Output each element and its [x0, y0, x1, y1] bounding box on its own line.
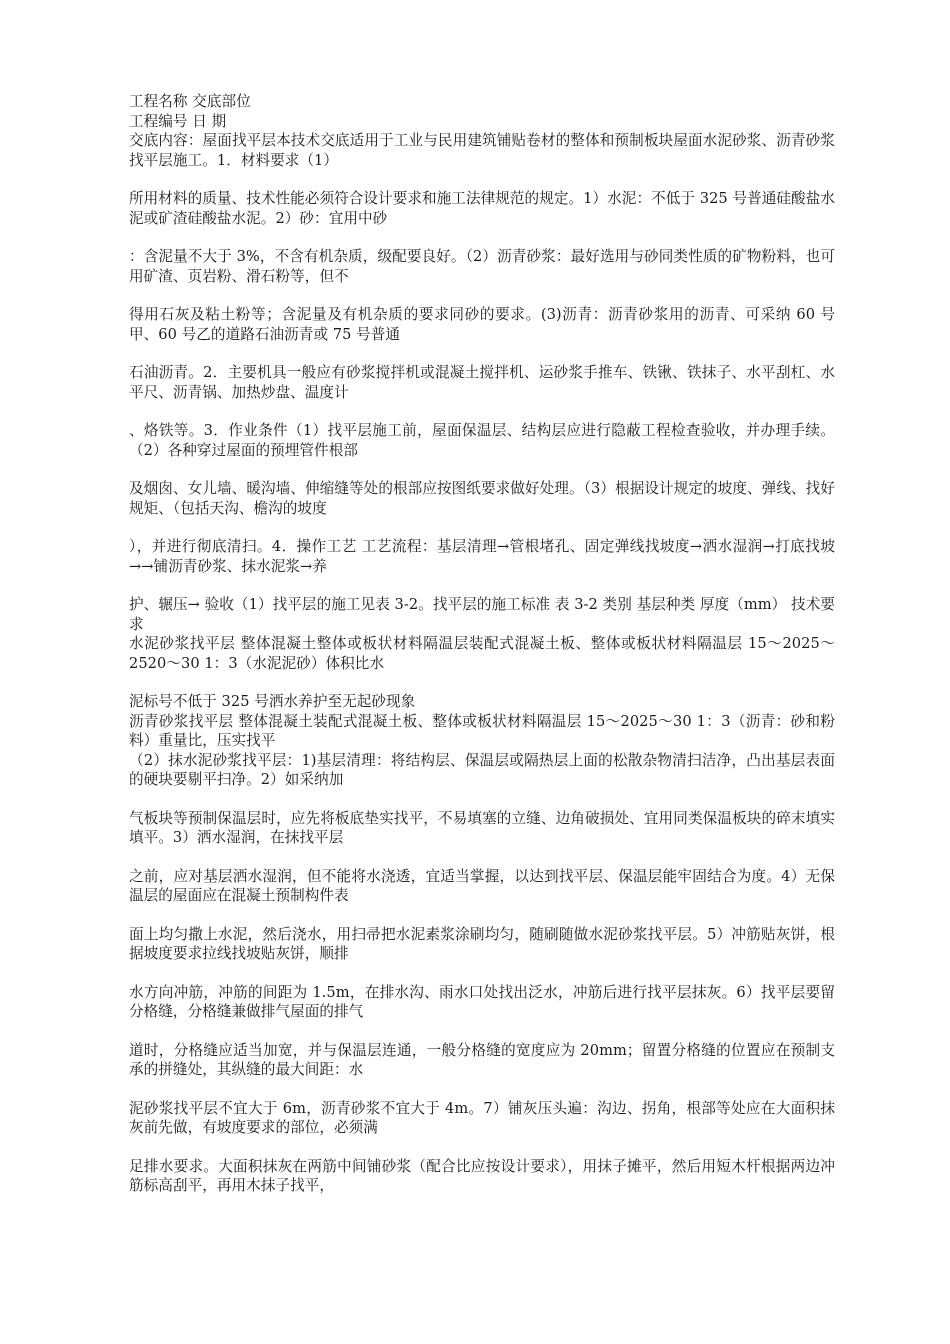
paragraph: 护、辗压→ 验收（1）找平层的施工见表 3-2。找平层的施工标准 表 3-2 类别 基层种类 厚度（mm） 技术要求: [129, 596, 835, 633]
table-row-text: 水泥砂浆找平层 整体混凝土整体或板状材料隔温层装配式混凝土板、整体或板状材料隔温层 15～2025～2520～30 1：3（水泥泥砂）体积比水: [129, 635, 835, 672]
table-row-text: 泥标号不低于 325 号洒水养护至无起砂现象: [129, 693, 416, 710]
paragraph: 足排水要求。大面积抹灰在两筋中间铺砂浆（配合比应按设计要求），用抹子摊平，然后用短木杆根据两边冲筋标高刮平，再用木抹子找平，: [129, 1157, 835, 1194]
paragraph: 泥砂浆找平层不宜大于 6m，沥青砂浆不宜大于 4m。7）铺灰压头遍：沟边、拐角，根部等处应在大面积抹灰前先做，有坡度要求的部位，必须满: [129, 1099, 835, 1136]
paragraph: 所用材料的质量、技术性能必须符合设计要求和施工法律规范的规定。1）水泥：不低于 325 号普通硅酸盐水泥或矿渣硅酸盐水泥。2）砂：宜用中砂: [129, 190, 835, 227]
paragraph: 之前，应对基层洒水湿润，但不能将水浇透，宜适当掌握，以达到找平层、保温层能牢固结合为度。4）无保温层的屋面应在混凝土预制构件表: [129, 867, 835, 904]
paragraph: ），并进行彻底清扫。4．操作工艺 工艺流程：基层清理→管根堵孔、固定弹线找坡度→洒水湿润→打底找坡→→铺沥青砂浆、抹水泥浆→养: [129, 538, 835, 575]
table-row-text: 沥青砂浆找平层 整体混凝土装配式混凝土板、整体或板状材料隔温层 15～2025～30 1：3（沥青：砂和粉料）重量比，压实找平: [129, 712, 835, 749]
paragraph: ：含泥量不大于 3%，不含有机杂质，级配要良好。（2）沥青砂浆：最好选用与砂同类性质的矿物粉料，也可用矿渣、页岩粉、滑石粉等，但不: [129, 248, 835, 285]
project-name-line: 工程名称 交底部位: [129, 93, 251, 110]
paragraph: （2）抹水泥砂浆找平层：1)基层清理：将结构层、保温层或隔热层上面的松散杂物清扫洁净，凸出基层表面的硬块要剔平扫净。2）如采纳加: [129, 751, 835, 788]
project-number-line: 工程编号 日 期: [129, 112, 227, 130]
paragraph: 及烟囱、女儿墙、暖沟墙、伸缩缝等处的根部应按图纸要求做好处理。（3）根据设计规定的坡度、弹线、找好规矩、（包括天沟、檐沟的坡度: [129, 480, 835, 517]
paragraph: 、烙铁等。3．作业条件（1）找平层施工前，屋面保温层、结构层应进行隐蔽工程检查验收，并办理手续。（2）各种穿过屋面的预埋管件根部: [129, 422, 835, 459]
paragraph: 石油沥青。2．主要机具一般应有砂浆搅拌机或混凝土搅拌机、运砂浆手推车、铁锹、铁抹子、水平刮杠、水平尺、沥青锅、加热炒盘、温度计: [129, 364, 835, 401]
paragraph: 水方向冲筋，冲筋的间距为 1.5m，在排水沟、雨水口处找出泛水，冲筋后进行找平层抹灰。6）找平层要留分格缝，分格缝兼做排气屋面的排气: [129, 983, 835, 1020]
paragraph: 得用石灰及粘土粉等；含泥量及有机杂质的要求同砂的要求。(3)沥青：沥青砂浆用的沥青、可采纳 60 号甲、60 号乙的道路石油沥青或 75 号普通: [129, 306, 835, 343]
paragraph: 气板块等预制保温层时，应先将板底垫实找平，不易填塞的立缝、边角破损处、宜用同类保温板块的碎末填实填平。3）洒水湿润，在抹找平层: [129, 809, 835, 846]
document-page: [129, 92, 835, 1196]
paragraph: 道时，分格缝应适当加宽，并与保温层连通，一般分格缝的宽度应为 20mm；留置分格缝的位置应在预制支承的拼缝处，其纵缝的最大间距：水: [129, 1041, 835, 1078]
paragraph: 面上均匀撒上水泥，然后浇水，用扫帚把水泥素浆涂刷均匀，随刷随做水泥砂浆找平层。5）冲筋贴灰饼，根据坡度要求拉线找坡贴灰饼，顺排: [129, 925, 835, 962]
paragraph: 交底内容：屋面找平层本技术交底适用于工业与民用建筑铺贴卷材的整体和预制板块屋面水泥砂浆、沥青砂浆找平层施工。1．材料要求（1）: [129, 132, 835, 169]
